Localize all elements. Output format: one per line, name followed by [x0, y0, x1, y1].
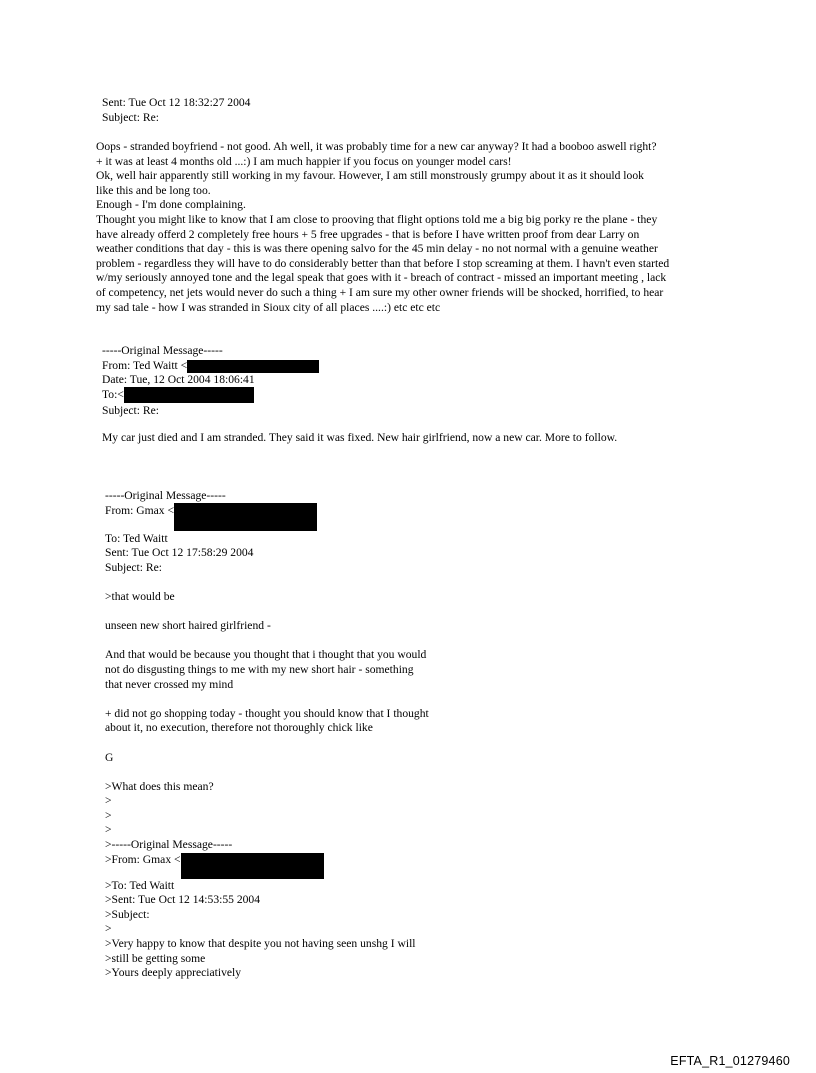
- body-line: Thought you might like to know that I am close to prooving that flight options told me a big big porky re the plane - they: [96, 212, 658, 226]
- original-message-1: [102, 344, 319, 418]
- body-line: Oops - stranded boyfriend - not good. Ah well, it was probably time for a new car anyway? It had a booboo aswell right?: [96, 140, 657, 153]
- body-line: not do disgusting things to me with my new short hair - something: [105, 662, 414, 676]
- body-line: w/my seriously annoyed tone and the legal speak that goes with it - breach of contract - missed an important meeting , lack: [96, 271, 667, 285]
- from-line: From: Gmax <: [105, 504, 429, 532]
- quote-line: >that would be: [105, 589, 175, 603]
- body-line: And that would be because you thought that i thought that you would: [105, 648, 427, 662]
- to-line: To:<: [102, 388, 319, 404]
- original-message-2: [105, 489, 429, 981]
- body-line: unseen new short haired girlfriend -: [105, 619, 271, 633]
- document-id: EFTA_R1_01279460: [670, 1054, 790, 1069]
- subject-line: Subject: Re:: [102, 110, 159, 124]
- original-message-1-body: My car just died and I am stranded. They said it was fixed. New hair girlfriend, now a new car. More to follow.: [102, 431, 618, 444]
- redaction-box: [174, 503, 317, 531]
- body-line: about it, no execution, therefore not thoroughly chick like: [105, 721, 373, 735]
- sent-line: Sent: Tue Oct 12 17:58:29 2004: [105, 546, 254, 560]
- redaction-box: [187, 360, 319, 373]
- subject-line: Subject: Re:: [105, 560, 162, 574]
- quote-line: >: [105, 823, 112, 837]
- body-line: + it was at least 4 months old ...:) I am much happier if you focus on younger model cars!: [96, 154, 512, 168]
- quote-line: >: [105, 808, 112, 822]
- quoted-from-line: >From: Gmax <: [105, 853, 429, 879]
- divider: -----Original Message-----: [102, 344, 223, 357]
- quote-line: >Yours deeply appreciatively: [105, 966, 242, 980]
- divider: -----Original Message-----: [105, 489, 226, 502]
- quote-line: >Very happy to know that despite you not having seen unshg I will: [105, 937, 416, 951]
- quote-line: >still be getting some: [105, 951, 206, 965]
- header-block: [102, 96, 250, 125]
- body-line: that never crossed my mind: [105, 677, 234, 691]
- quote-line: >: [105, 922, 112, 936]
- body-line: weather conditions that day - this is was there opening salvo for the 45 min delay - no not normal with a genuine weather: [96, 242, 658, 256]
- body-line: have already offerd 2 completely free hours + 5 free upgrades - that is before I have written proof from dear Larry on: [96, 227, 640, 241]
- date-line: Date: Tue, 12 Oct 2004 18:06:41: [102, 373, 255, 387]
- body-line: Ok, well hair apparently still working in my favour. However, I am still monstrously grumpy about it as it should look: [96, 169, 644, 183]
- body-line: like this and be long too.: [96, 183, 211, 197]
- body-line: problem - regardless they will have to do considerably better than that before I stop screaming at them. I havn't even started: [96, 256, 670, 270]
- signature: G: [105, 750, 114, 764]
- body-line: of competency, net jets would never do such a thing + I am sure my other owner friends will be shocked, horrified, to hear: [96, 285, 664, 299]
- sent-line: Sent: Tue Oct 12 18:32:27 2004: [102, 96, 251, 109]
- quote-line: >Subject:: [105, 907, 150, 921]
- quote-line: >-----Original Message-----: [105, 838, 233, 852]
- redaction-box: [124, 387, 254, 403]
- reply-body: [96, 140, 669, 315]
- body-line: Enough - I'm done complaining.: [96, 198, 246, 212]
- subject-line: Subject: Re:: [102, 403, 159, 417]
- quote-line: >What does this mean?: [105, 779, 214, 793]
- quote-line: >: [105, 794, 112, 808]
- body-line: my sad tale - how I was stranded in Sioux city of all places ....:) etc etc etc: [96, 300, 441, 314]
- quote-line: >Sent: Tue Oct 12 14:53:55 2004: [105, 893, 261, 907]
- from-line: From: Ted Waitt <: [102, 359, 319, 374]
- redaction-box: [181, 853, 324, 879]
- quoted-to-line: >To: Ted Waitt: [105, 878, 175, 892]
- body-line: + did not go shopping today - thought you should know that I thought: [105, 706, 429, 720]
- to-line: To: Ted Waitt: [105, 531, 168, 545]
